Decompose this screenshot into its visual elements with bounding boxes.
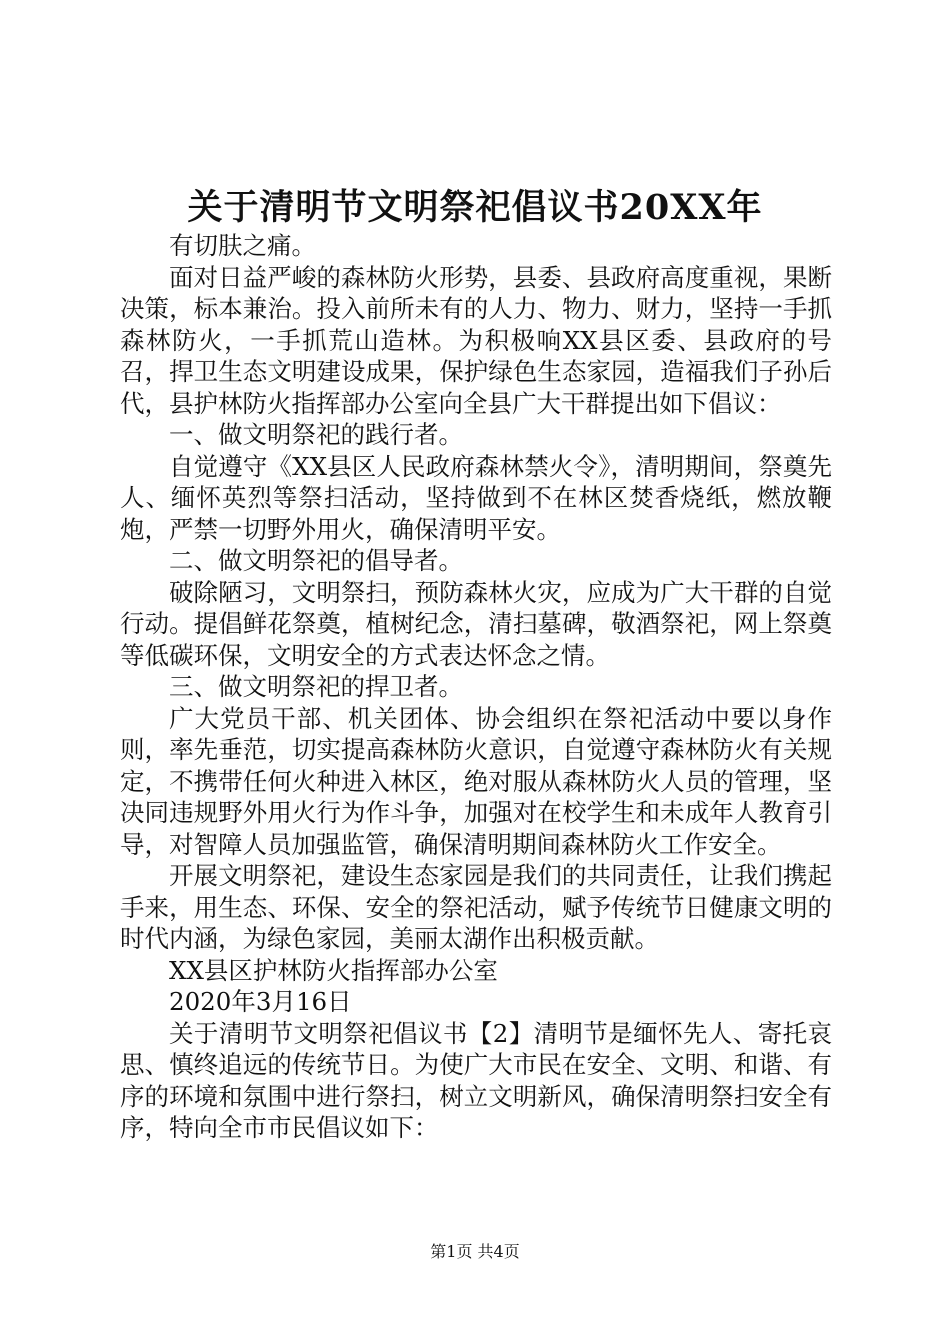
document-body: [120, 230, 832, 1144]
paragraph-opening-fragment: 有切肤之痛。: [169, 231, 316, 260]
section-heading-1: 一、做文明祭祀的践行者。: [169, 420, 463, 449]
paragraph-closing: 开展文明祭祀，建设生态家园是我们的共同责任，让我们携起手来，用生态、环保、安全的祭祀活动，赋予传统节日健康文明的时代内涵，为绿色家园，美丽太湖作出积极贡献。: [120, 861, 832, 953]
paragraph-section-1: 自觉遵守《XX县区人民政府森林禁火令》，清明期间，祭奠先人、缅怀英烈等祭扫活动，坚持做到不在林区焚香烧纸，燃放鞭炮，严禁一切野外用火，确保清明平安。: [120, 451, 832, 544]
paragraph-second-proposal: 关于清明节文明祭祀倡议书【2】清明节是缅怀先人、寄托哀思、慎终追远的传统节日。为使广大市民在安全、文明、和谐、有序的环境和氛围中进行祭扫，树立文明新风，确保清明祭扫安全有序，特向全市市民倡议如下：: [120, 1018, 832, 1142]
paragraph-situation: 面对日益严峻的森林防火形势，县委、县政府高度重视，果断决策，标本兼治。投入前所未有的人力、物力、财力，坚持一手抓森林防火，一手抓荒山造林。为积极响XX县区委、县政府的号召，捍卫生态文明建设成果，保护绿色生态家园，造福我们子孙后代，县护林防火指挥部办公室向全县广大干群提出如下倡议：: [120, 262, 832, 418]
page-number-footer: 第1页 共4页: [430, 1242, 520, 1261]
section-heading-3: 三、做文明祭祀的捍卫者。: [169, 672, 463, 701]
paragraph-section-3: 广大党员干部、机关团体、协会组织在祭祀活动中要以身作则，率先垂范，切实提高森林防火意识，自觉遵守森林防火有关规定，不携带任何火种进入林区，绝对服从森林防火人员的管理，坚决同违规野外用火行为作斗争，加强对在校学生和未成年人教育引导，对智障人员加强监管，确保清明期间森林防火工作安全。: [120, 703, 832, 859]
signature-organization: XX县区护林防火指挥部办公室: [169, 955, 498, 985]
paragraph-section-2: 破除陋习，文明祭扫，预防森林火灾，应成为广大干群的自觉行动。提倡鲜花祭奠，植树纪念，清扫墓碑，敬酒祭祀，网上祭奠等低碳环保，文明安全的方式表达怀念之情。: [120, 577, 832, 670]
section-heading-2: 二、做文明祭祀的倡导者。: [169, 546, 463, 575]
document-title: 关于清明节文明祭祀倡议书20XX年: [187, 187, 763, 228]
signature-date: 2020年3月16日: [169, 987, 352, 1016]
